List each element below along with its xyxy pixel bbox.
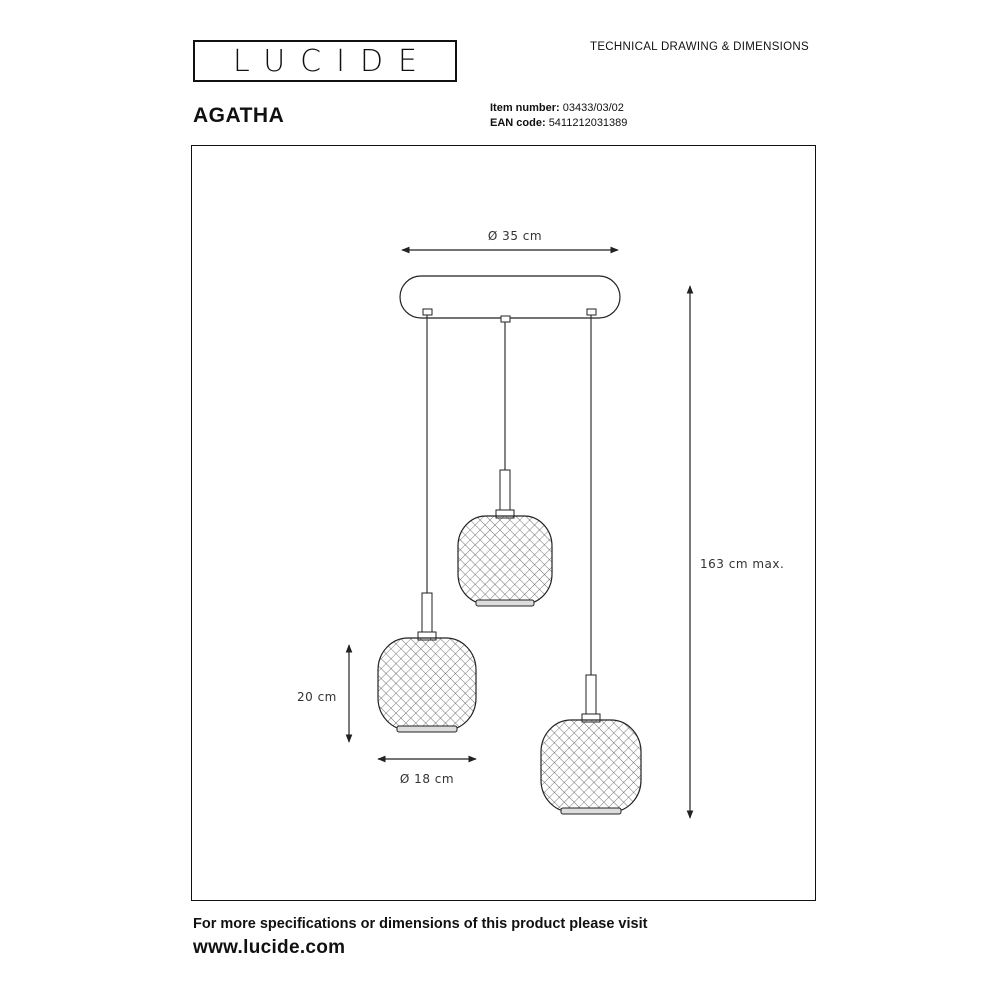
footer-note: For more specifications or dimensions of this product please visit <box>193 916 648 932</box>
item-number-value: 03433/03/02 <box>562 102 624 114</box>
website-link[interactable]: www.lucide.com <box>193 937 346 958</box>
total-height-label: 163 cm max. <box>700 557 785 571</box>
product-name: AGATHA <box>193 104 285 127</box>
pendant-middle <box>458 470 552 606</box>
ean-code-label: EAN code: <box>490 117 546 129</box>
canopy-diameter-label: Ø 35 cm <box>487 229 543 243</box>
ean-code-value: 5411212031389 <box>548 117 628 129</box>
pendant-left <box>378 593 476 732</box>
document-type: TECHNICAL DRAWING & DIMENSIONS <box>590 41 809 53</box>
pendant-right <box>541 675 641 814</box>
shade-height-label: 20 cm <box>297 690 337 704</box>
item-number-label: Item number: <box>490 102 560 114</box>
logo-text: LUCIDE <box>232 43 433 79</box>
shade-diameter-label: Ø 18 cm <box>399 772 455 786</box>
